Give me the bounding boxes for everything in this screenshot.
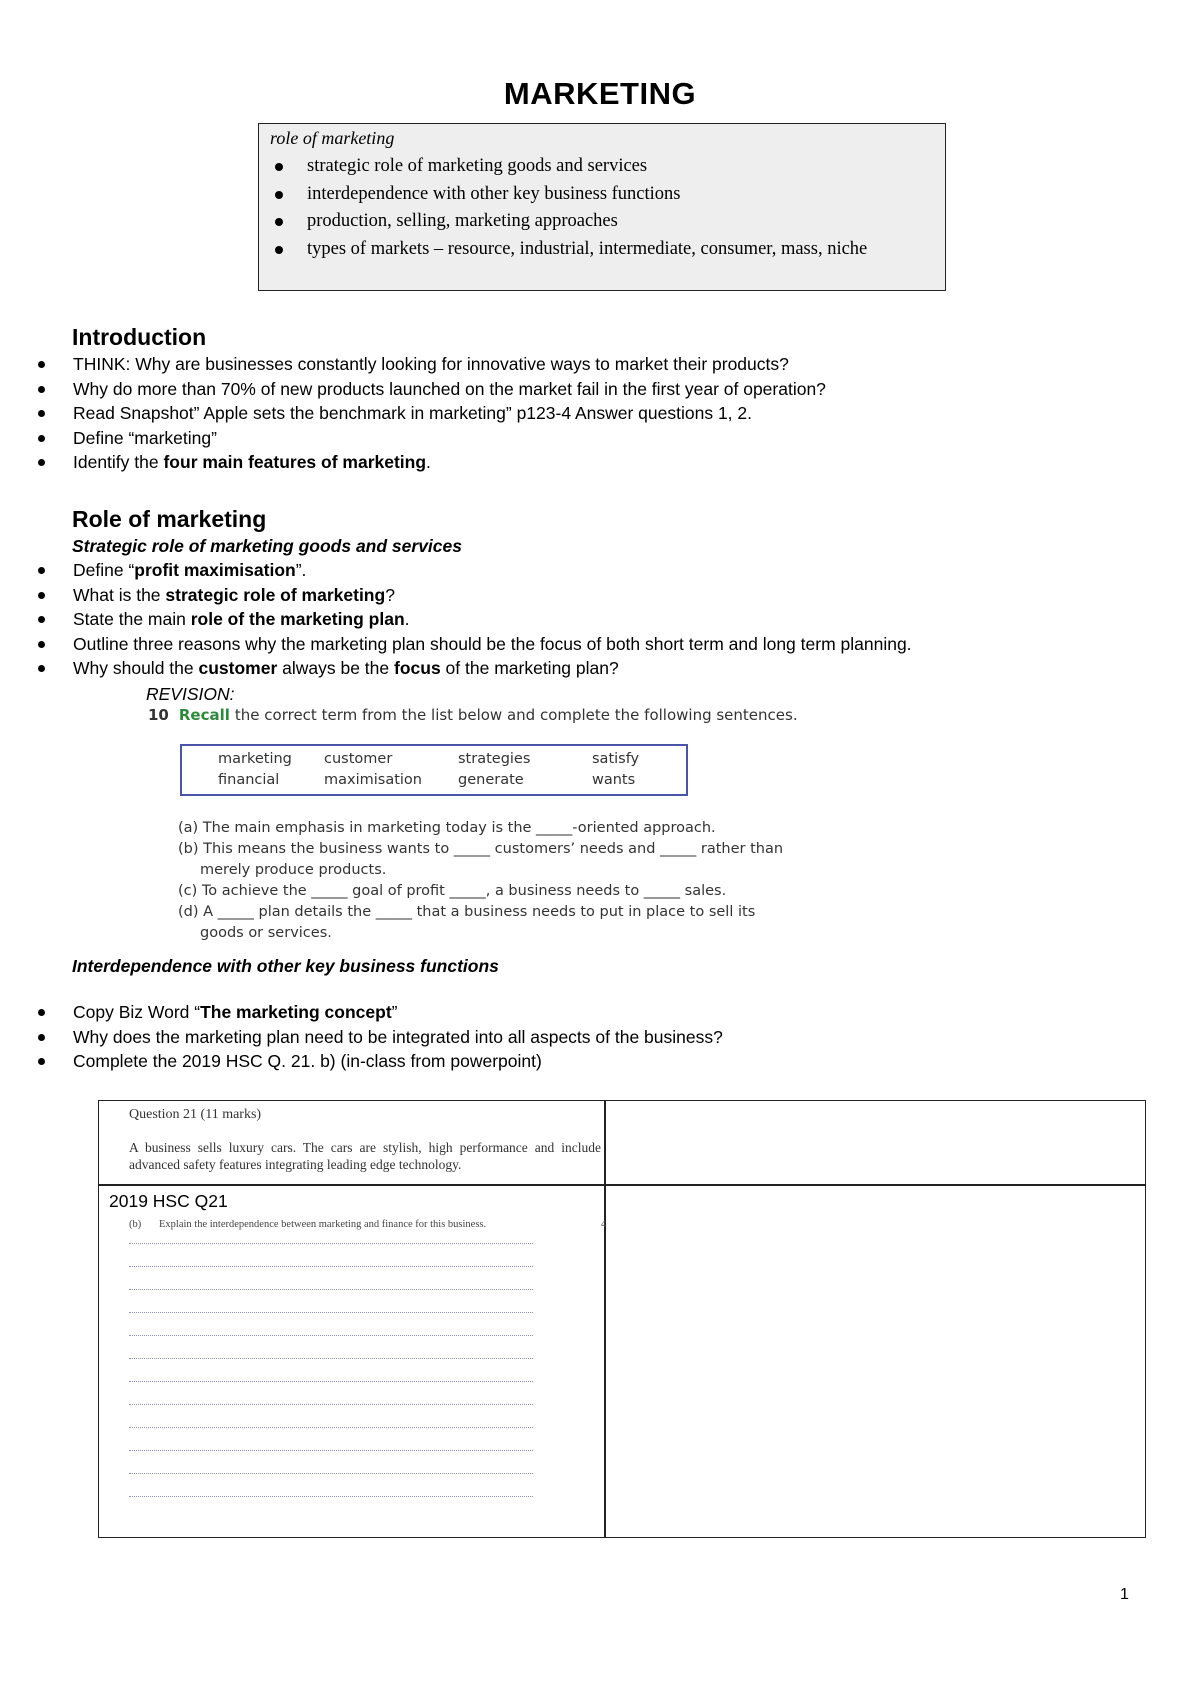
bullet-icon — [38, 567, 45, 574]
bullet-icon — [38, 616, 45, 623]
bullet-icon — [38, 665, 45, 672]
answer-line — [129, 1243, 533, 1244]
hsc-label: 2019 HSC Q21 — [109, 1191, 228, 1211]
bullet-icon — [38, 435, 45, 442]
interdependence-subheading: Interdependence with other key business functions — [72, 956, 499, 976]
exercise-sentence: goods or services. — [200, 925, 332, 941]
list-item: Outline three reasons why the marketing plan should be the focus of both short term and long term planning. — [0, 632, 912, 657]
introduction-section — [72, 322, 826, 475]
page-number: 1 — [1120, 1586, 1129, 1603]
table-divider — [99, 1184, 1145, 1186]
bullet-icon — [38, 1009, 45, 1016]
list-item: Read Snapshot” Apple sets the benchmark in marketing” p123-4 Answer questions 1, 2. — [0, 401, 826, 426]
list-item: Define “profit maximisation”. — [0, 558, 912, 583]
answer-line — [129, 1496, 533, 1497]
word-bank-item: financial — [218, 772, 280, 788]
list-item: Why should the customer always be the focus of the marketing plan? — [0, 656, 912, 681]
hsc-question-table: Question 21 (11 marks) A business sells luxury cars. The cars are stylish, high performance and include advanced safety features integrating leading edge technology. 2019 HSC Q21 (b) Explain the interdependence between marketing and finance for this business. 4 — [98, 1100, 1146, 1538]
list-item: What is the strategic role of marketing? — [0, 583, 912, 608]
word-bank-item: strategies — [458, 751, 531, 767]
answer-line — [129, 1358, 533, 1359]
bullet-icon — [38, 1034, 45, 1041]
question-heading: Question 21 (11 marks) — [129, 1107, 262, 1122]
bullet-icon — [38, 1058, 45, 1065]
word-bank-item: customer — [324, 751, 393, 767]
syllabus-item: interdependence with other key business functions — [259, 181, 867, 209]
word-bank-item: wants — [592, 772, 636, 788]
strategic-role-subheading: Strategic role of marketing goods and services — [72, 536, 462, 556]
introduction-heading: Introduction — [72, 324, 207, 350]
word-bank — [180, 744, 688, 796]
word-bank-item: maximisation — [324, 772, 422, 788]
list-item: Copy Biz Word “The marketing concept” — [0, 1000, 723, 1025]
introduction-list — [0, 352, 826, 475]
syllabus-list — [259, 153, 867, 263]
revision-exercise-image — [148, 704, 798, 948]
bullet-icon — [38, 386, 45, 393]
syllabus-item: production, selling, marketing approaches — [259, 208, 867, 236]
table-divider — [604, 1101, 606, 1537]
syllabus-box — [258, 123, 946, 291]
bullet-icon — [275, 218, 283, 226]
list-item: Complete the 2019 HSC Q. 21. b) (in-class from powerpoint) — [0, 1049, 723, 1074]
answer-line — [129, 1289, 533, 1290]
exercise-instruction: 10 Recall the correct term from the list below and complete the following sentences. — [148, 706, 798, 724]
bullet-icon — [275, 191, 283, 199]
interdependence-section — [72, 954, 723, 1074]
list-item: Why do more than 70% of new products launched on the market fail in the first year of operation? — [0, 377, 826, 402]
word-bank-item: generate — [458, 772, 524, 788]
bullet-icon — [38, 592, 45, 599]
exercise-sentence: merely produce products. — [200, 862, 387, 878]
list-item: State the main role of the marketing plan. — [0, 607, 912, 632]
list-item: Why does the marketing plan need to be integrated into all aspects of the business? — [0, 1025, 723, 1050]
answer-line — [129, 1427, 533, 1428]
bullet-icon — [38, 410, 45, 417]
answer-line — [129, 1335, 533, 1336]
bullet-icon — [275, 246, 283, 254]
syllabus-item: types of markets – resource, industrial, intermediate, consumer, mass, niche — [259, 236, 867, 264]
answer-line — [129, 1312, 533, 1313]
bullet-icon — [38, 641, 45, 648]
bullet-icon — [275, 163, 283, 171]
role-of-marketing-section — [72, 504, 912, 681]
revision-label: REVISION: — [146, 684, 235, 704]
bullet-icon — [38, 361, 45, 368]
exercise-sentence: (c) To achieve the _____ goal of profit _____, a business needs to _____ sales. — [178, 883, 727, 899]
interdependence-list — [0, 1000, 723, 1074]
list-item: Define “marketing” — [0, 426, 826, 451]
answer-line — [129, 1381, 533, 1382]
answer-line — [129, 1473, 533, 1474]
role-of-marketing-heading: Role of marketing — [72, 506, 267, 532]
syllabus-item: strategic role of marketing goods and services — [259, 153, 867, 181]
list-item: THINK: Why are businesses constantly looking for innovative ways to market their products? — [0, 352, 826, 377]
answer-line — [129, 1404, 533, 1405]
question-stimulus: A business sells luxury cars. The cars are stylish, high performance and include advanced safety features integrating leading edge technology. — [129, 1140, 601, 1172]
exercise-sentence: (b) This means the business wants to _____ customers’ needs and _____ rather than — [178, 841, 784, 857]
answer-line — [129, 1450, 533, 1451]
role-of-marketing-list — [0, 558, 912, 681]
exercise-sentence: (d) A _____ plan details the _____ that a business needs to put in place to sell its — [178, 904, 756, 920]
word-bank-item: satisfy — [592, 751, 640, 767]
page-title: MARKETING — [503, 76, 697, 111]
bullet-icon — [38, 459, 45, 466]
word-bank-item: marketing — [218, 751, 292, 767]
syllabus-box-heading: role of marketing — [270, 128, 395, 148]
list-item: Identify the four main features of marketing. — [0, 450, 826, 475]
exercise-sentence: (a) The main emphasis in marketing today is the _____-oriented approach. — [178, 820, 716, 836]
answer-line — [129, 1266, 533, 1267]
